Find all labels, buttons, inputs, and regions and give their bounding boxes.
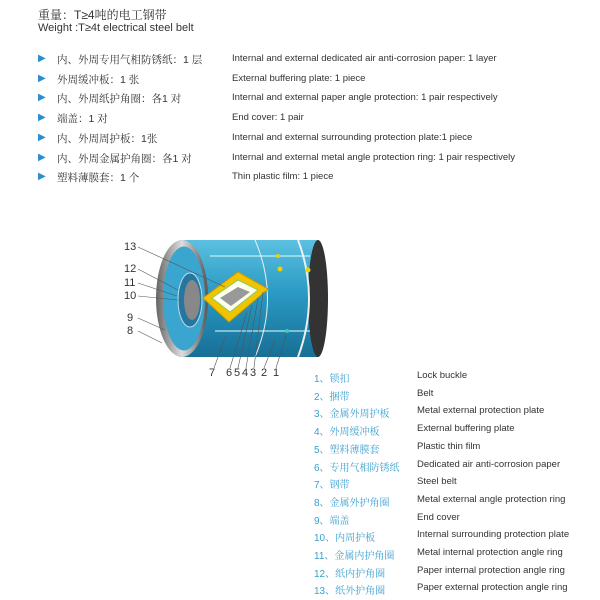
title-en: Weight :T≥4t electrical steel belt bbox=[38, 22, 194, 34]
legend-en: Internal surrounding protection plate bbox=[417, 529, 570, 541]
legend-en: Metal external angle protection ring bbox=[417, 493, 566, 505]
item-en: Internal and external metal angle protection ring: 1 pair respectively bbox=[232, 151, 516, 163]
legend-cn: 6、专用气相防锈纸 bbox=[314, 462, 400, 474]
inner-bore bbox=[184, 280, 200, 320]
legend-cn: 10、内周护板 bbox=[314, 533, 376, 545]
item-cn: 内、外周周护板：1张 bbox=[57, 132, 158, 145]
legend-en: Paper internal protection angle ring bbox=[417, 564, 565, 576]
item-cn: 内、外周纸护角圈：各1 对 bbox=[57, 93, 182, 106]
legend-item bbox=[314, 388, 594, 405]
triangle-right-icon: ▶ bbox=[38, 151, 46, 163]
legend-en: Dedicated air anti-corrosion paper bbox=[417, 458, 561, 470]
triangle-right-icon: ▶ bbox=[38, 171, 46, 183]
legend-en: Metal external protection plate bbox=[417, 405, 545, 417]
item-cn: 塑料薄膜套：1 个 bbox=[57, 172, 140, 185]
legend-en: Plastic thin film bbox=[417, 440, 481, 452]
item-en: Internal and external dedicated air anti-corrosion paper: 1 layer bbox=[232, 53, 497, 64]
legend-item bbox=[314, 423, 594, 440]
item-en: External buffering plate: 1 piece bbox=[232, 72, 366, 84]
triangle-right-icon: ▶ bbox=[38, 112, 46, 124]
coil-right-end bbox=[308, 240, 328, 357]
callout-label: 11 bbox=[124, 277, 136, 289]
item-cn: 端盖：1 对 bbox=[57, 113, 108, 126]
legend-en: Steel belt bbox=[417, 476, 457, 488]
legend-item bbox=[314, 547, 594, 564]
callout-label: 12 bbox=[124, 263, 137, 275]
callout-label: 8 bbox=[127, 325, 134, 337]
item-en: End cover: 1 pair bbox=[232, 112, 304, 124]
callout-label: 5 bbox=[234, 367, 241, 379]
legend-item bbox=[314, 512, 594, 529]
legend-cn: 12、纸内护角圈 bbox=[314, 568, 386, 580]
legend-cn: 3、金属外周护板 bbox=[314, 409, 390, 421]
item-en: Internal and external paper angle protection: 1 pair respectively bbox=[232, 92, 498, 104]
triangle-right-icon: ▶ bbox=[38, 92, 46, 104]
item-cn: 内、外周专用气相防锈纸：1 层 bbox=[57, 54, 203, 66]
legend-en: Lock buckle bbox=[417, 370, 468, 381]
callout-label: 13 bbox=[124, 241, 137, 253]
legend-en: External buffering plate bbox=[417, 423, 515, 435]
title-cn: 重量：T≥4吨的电工钢带 bbox=[38, 8, 167, 22]
legend-cn: 8、金属外护角圈 bbox=[314, 497, 390, 509]
legend-en: End cover bbox=[417, 511, 460, 523]
legend-item bbox=[314, 494, 594, 511]
callout-label: 2 bbox=[261, 367, 268, 379]
legend-cn: 5、塑料薄膜套 bbox=[314, 444, 380, 456]
legend-cn: 2、捆带 bbox=[314, 391, 350, 403]
callout-label: 1 bbox=[273, 367, 280, 379]
legend-item bbox=[314, 370, 594, 387]
legend-cn: 4、外周缓冲板 bbox=[314, 427, 380, 439]
callout-label: 10 bbox=[124, 290, 137, 302]
legend-cn: 11、金属内护角圈 bbox=[314, 551, 395, 562]
callout-label: 7 bbox=[209, 367, 216, 379]
callout-label: 4 bbox=[242, 367, 249, 379]
legend-item bbox=[314, 405, 594, 422]
legend-cn: 13、纸外护角圈 bbox=[314, 586, 386, 598]
legend-en: Paper external protection angle ring bbox=[417, 582, 568, 594]
legend-en: Metal internal protection angle ring bbox=[417, 547, 563, 558]
callout-label: 6 bbox=[226, 367, 233, 379]
legend-en: Belt bbox=[417, 387, 434, 399]
legend-item bbox=[314, 459, 594, 476]
triangle-right-icon: ▶ bbox=[38, 131, 46, 143]
item-en: Internal and external surrounding protection plate:1 piece bbox=[232, 131, 473, 143]
item-cn: 外周缓冲板：1 张 bbox=[57, 73, 140, 86]
item-cn: 内、外周金属护角圈：各1 对 bbox=[57, 152, 192, 165]
legend-cn: 7、钢带 bbox=[314, 480, 350, 492]
triangle-right-icon: ▶ bbox=[38, 72, 46, 84]
legend-cn: 9、端盖 bbox=[314, 515, 350, 527]
legend-item bbox=[314, 582, 594, 599]
item-en: Thin plastic film: 1 piece bbox=[232, 171, 334, 183]
callout-label: 3 bbox=[250, 367, 257, 379]
callout-label: 9 bbox=[127, 312, 134, 324]
triangle-right-icon: ▶ bbox=[38, 53, 46, 64]
legend-item bbox=[314, 476, 594, 493]
legend-item bbox=[314, 565, 594, 582]
legend-item bbox=[314, 441, 594, 458]
legend-item bbox=[314, 529, 594, 546]
legend-cn: 1、锁扣 bbox=[314, 374, 350, 385]
